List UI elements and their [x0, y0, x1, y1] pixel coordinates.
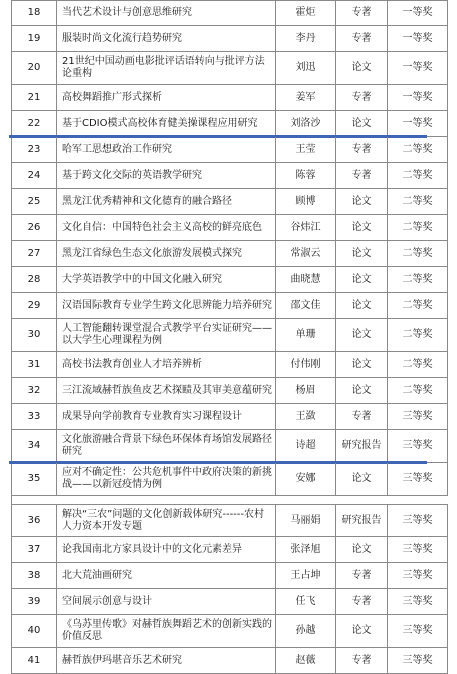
table-row — [12, 615, 448, 648]
row-type: 论文 — [351, 273, 372, 285]
row-number-cell — [12, 319, 57, 351]
row-author: 杨眉 — [295, 384, 316, 396]
row-title: 高校书法教育创业人才培养辨析 — [62, 358, 202, 370]
row-prize-cell — [388, 85, 448, 110]
row-prize: 二等奖 — [402, 221, 433, 233]
row-title: 赫哲族伊玛堪音乐艺术研究 — [62, 654, 182, 666]
row-number-cell — [12, 111, 57, 136]
row-author: 邵文佳 — [290, 299, 321, 311]
row-prize: 三等奖 — [402, 440, 433, 451]
row-number: 19 — [27, 32, 41, 44]
row-type-cell — [336, 505, 388, 536]
row-prize: 三等奖 — [402, 595, 433, 607]
row-author: 马丽娟 — [290, 514, 321, 526]
row-prize-cell — [388, 52, 448, 84]
row-type: 论文 — [351, 384, 372, 396]
row-title-cell — [57, 404, 276, 429]
row-number: 36 — [27, 514, 41, 526]
row-type-cell — [336, 563, 388, 588]
row-author: 孙越 — [295, 625, 316, 636]
table-row — [12, 537, 448, 563]
row-type-cell — [336, 137, 388, 162]
row-author-cell — [276, 189, 336, 214]
row-title-cell — [57, 1, 276, 25]
row-type-cell — [336, 1, 388, 25]
row-title-cell — [57, 352, 276, 377]
row-number-cell — [12, 615, 57, 647]
row-number-cell — [12, 241, 57, 266]
table-row — [12, 463, 448, 496]
row-type-cell — [336, 378, 388, 403]
row-author: 张泽旭 — [290, 543, 321, 555]
row-prize: 三等奖 — [402, 473, 433, 484]
row-prize-cell — [388, 267, 448, 292]
table-row — [12, 85, 448, 111]
row-author: 王莹 — [295, 143, 316, 155]
row-prize-cell — [388, 505, 448, 536]
row-type: 专著 — [351, 143, 372, 155]
row-author-cell — [276, 26, 336, 51]
row-title: 北大荒油画研究 — [62, 569, 132, 581]
row-author-cell — [276, 589, 336, 614]
row-type-cell — [336, 589, 388, 614]
row-author: 姜军 — [295, 91, 316, 103]
table-row — [12, 0, 448, 26]
row-author: 单珊 — [295, 329, 316, 340]
row-number: 39 — [27, 595, 41, 607]
row-title-cell — [57, 267, 276, 292]
row-title-cell — [57, 215, 276, 240]
row-author-cell — [276, 137, 336, 162]
row-number-cell — [12, 293, 57, 318]
row-author-cell — [276, 430, 336, 462]
row-type-cell — [336, 52, 388, 84]
row-number-cell — [12, 189, 57, 214]
row-type: 专著 — [351, 410, 372, 422]
row-number-cell — [12, 85, 57, 110]
row-type-cell — [336, 430, 388, 462]
awards-table — [11, 0, 448, 674]
row-number: 33 — [27, 410, 41, 422]
row-title-cell — [57, 26, 276, 51]
row-title-cell — [57, 648, 276, 673]
row-number: 24 — [27, 169, 41, 181]
row-title: 论我国南北方家具设计中的文化元素差异 — [62, 543, 242, 555]
row-author-cell — [276, 319, 336, 351]
row-prize-cell — [388, 648, 448, 673]
row-type-cell — [336, 352, 388, 377]
row-title-cell — [57, 378, 276, 403]
row-title-cell — [57, 319, 276, 351]
row-title: 基于CDIO模式高校体育健美操课程应用研究 — [62, 117, 258, 129]
row-author: 刘迅 — [295, 62, 316, 73]
row-author-cell — [276, 537, 336, 562]
row-number-cell — [12, 537, 57, 562]
row-type: 研究报告 — [341, 514, 382, 526]
row-author-cell — [276, 52, 336, 84]
row-prize-cell — [388, 189, 448, 214]
row-prize: 三等奖 — [402, 410, 433, 422]
row-title: 高校舞蹈推广形式探析 — [62, 91, 162, 103]
row-prize-cell — [388, 589, 448, 614]
row-title-cell — [57, 589, 276, 614]
row-title: 三江流域赫哲族鱼皮艺术探赜及其审美意蕴研究 — [62, 384, 272, 396]
table-row — [12, 352, 448, 378]
row-title-cell — [57, 463, 276, 495]
row-number: 18 — [27, 7, 41, 18]
row-number: 21 — [27, 91, 41, 103]
row-number-cell — [12, 648, 57, 673]
row-type: 专著 — [351, 654, 372, 666]
row-author-cell — [276, 648, 336, 673]
row-title: 人工智能翻转课堂混合式教学平台实证研究——以大学生心理课程为例 — [62, 323, 272, 346]
row-number-cell — [12, 267, 57, 292]
row-number: 28 — [27, 273, 41, 285]
row-prize-cell — [388, 404, 448, 429]
row-type: 论文 — [351, 625, 372, 636]
row-title: 黑龙江省绿色生态文化旅游发展模式探究 — [62, 247, 242, 259]
row-prize: 一等奖 — [402, 62, 433, 73]
row-author-cell — [276, 563, 336, 588]
row-type: 论文 — [351, 543, 372, 555]
row-author-cell — [276, 267, 336, 292]
row-number-cell — [12, 352, 57, 377]
row-author-cell — [276, 463, 336, 495]
row-type: 论文 — [351, 62, 372, 73]
row-title-cell — [57, 137, 276, 162]
row-prize-cell — [388, 463, 448, 495]
row-prize: 二等奖 — [402, 329, 433, 340]
row-type: 论文 — [351, 473, 372, 484]
row-prize: 二等奖 — [402, 358, 433, 370]
row-title-cell — [57, 293, 276, 318]
row-title-cell — [57, 163, 276, 188]
row-title: 21世纪中国动画电影批评话语转向与批评方法论重构 — [62, 56, 265, 79]
row-title: 文化旅游融合背景下绿色环保体育场馆发展路径研究 — [62, 434, 272, 457]
table-row — [12, 430, 448, 463]
row-type: 专著 — [351, 91, 372, 103]
row-prize: 一等奖 — [402, 91, 433, 103]
row-type-cell — [336, 648, 388, 673]
row-prize-cell — [388, 241, 448, 266]
row-title: 汉语国际教育专业学生跨文化思辨能力培养研究 — [62, 299, 272, 311]
row-prize-cell — [388, 319, 448, 351]
row-type-cell — [336, 404, 388, 429]
row-title: 空间展示创意与设计 — [62, 595, 152, 607]
row-number: 22 — [27, 117, 41, 129]
row-number: 26 — [27, 221, 41, 233]
row-prize-cell — [388, 378, 448, 403]
row-title: 哈军工思想政治工作研究 — [62, 143, 172, 155]
row-prize: 二等奖 — [402, 247, 433, 259]
row-type-cell — [336, 615, 388, 647]
row-prize: 二等奖 — [402, 299, 433, 311]
row-type: 专著 — [351, 32, 372, 44]
row-author: 任飞 — [295, 595, 316, 607]
row-type: 论文 — [351, 247, 372, 259]
row-number: 32 — [27, 384, 41, 396]
row-prize-cell — [388, 293, 448, 318]
row-type-cell — [336, 215, 388, 240]
row-type: 论文 — [351, 329, 372, 340]
row-type-cell — [336, 267, 388, 292]
table-row — [12, 267, 448, 293]
row-prize-cell — [388, 430, 448, 462]
row-title-cell — [57, 563, 276, 588]
row-title: 成果导向学前教育专业教育实习课程设计 — [62, 410, 242, 422]
row-number: 41 — [27, 654, 41, 666]
table-row — [12, 378, 448, 404]
row-number-cell — [12, 378, 57, 403]
row-number-cell — [12, 505, 57, 536]
table-row — [12, 563, 448, 589]
row-prize: 一等奖 — [402, 117, 433, 129]
row-type-cell — [336, 241, 388, 266]
row-author: 李丹 — [295, 32, 316, 44]
row-author-cell — [276, 352, 336, 377]
row-author-cell — [276, 111, 336, 136]
row-type: 论文 — [351, 299, 372, 311]
row-type-cell — [336, 26, 388, 51]
row-type-cell — [336, 85, 388, 110]
row-type: 论文 — [351, 221, 372, 233]
row-type-cell — [336, 319, 388, 351]
row-author-cell — [276, 163, 336, 188]
row-title-cell — [57, 615, 276, 647]
row-number-cell — [12, 404, 57, 429]
row-prize-cell — [388, 615, 448, 647]
row-author-cell — [276, 378, 336, 403]
row-number: 20 — [27, 62, 41, 73]
row-prize-cell — [388, 137, 448, 162]
row-title: 大学英语教学中的中国文化融入研究 — [62, 273, 222, 285]
row-author: 霍炬 — [295, 7, 316, 18]
row-prize: 三等奖 — [402, 625, 433, 636]
row-type: 专著 — [351, 595, 372, 607]
row-author: 王占坤 — [290, 569, 321, 581]
row-number-cell — [12, 563, 57, 588]
row-title: 服装时尚文化流行趋势研究 — [62, 32, 182, 44]
row-prize-cell — [388, 111, 448, 136]
row-prize-cell — [388, 215, 448, 240]
table-row — [12, 215, 448, 241]
table-row — [12, 504, 448, 537]
row-title-cell — [57, 241, 276, 266]
row-type: 专著 — [351, 569, 372, 581]
table-row — [12, 319, 448, 352]
row-number: 25 — [27, 195, 41, 207]
table-row — [12, 293, 448, 319]
row-prize: 二等奖 — [402, 195, 433, 207]
row-author-cell — [276, 404, 336, 429]
row-type-cell — [336, 163, 388, 188]
row-prize: 一等奖 — [402, 32, 433, 44]
row-type-cell — [336, 537, 388, 562]
row-number-cell — [12, 52, 57, 84]
row-type: 专著 — [351, 169, 372, 181]
row-prize: 三等奖 — [402, 569, 433, 581]
row-author-cell — [276, 1, 336, 25]
row-number: 31 — [27, 358, 41, 370]
row-number: 34 — [27, 440, 41, 451]
row-author: 赵薇 — [295, 654, 316, 666]
table-row — [12, 189, 448, 215]
row-prize: 三等奖 — [402, 654, 433, 666]
row-author-cell — [276, 615, 336, 647]
row-prize: 二等奖 — [402, 169, 433, 181]
table-row — [12, 52, 448, 85]
row-prize-cell — [388, 26, 448, 51]
row-prize-cell — [388, 163, 448, 188]
row-type: 论文 — [351, 117, 372, 129]
table-row — [12, 163, 448, 189]
row-number-cell — [12, 215, 57, 240]
row-type: 论文 — [351, 358, 372, 370]
row-number-cell — [12, 430, 57, 462]
row-title-cell — [57, 430, 276, 462]
row-number-cell — [12, 137, 57, 162]
row-title-cell — [57, 85, 276, 110]
row-author: 顾博 — [295, 195, 316, 207]
row-author: 常淑云 — [290, 247, 321, 259]
row-author: 付伟刚 — [290, 358, 321, 370]
row-title: 解决“三农”问题的文化创新载体研究------农村人力资本开发专题 — [62, 508, 265, 532]
table-row — [12, 648, 448, 674]
row-number: 29 — [27, 299, 41, 311]
row-title-cell — [57, 537, 276, 562]
row-author-cell — [276, 293, 336, 318]
row-prize-cell — [388, 563, 448, 588]
row-number: 40 — [27, 625, 41, 636]
row-number: 27 — [27, 247, 41, 259]
row-prize: 二等奖 — [402, 384, 433, 396]
row-number-cell — [12, 1, 57, 25]
table-row — [12, 111, 448, 137]
row-author: 诗超 — [295, 440, 316, 451]
row-type: 研究报告 — [341, 440, 382, 451]
table-row — [12, 404, 448, 430]
row-type: 论文 — [351, 195, 372, 207]
row-author: 谷炜江 — [290, 221, 321, 233]
row-prize: 三等奖 — [402, 543, 433, 555]
row-author: 曲晓慧 — [290, 273, 321, 285]
row-number-cell — [12, 463, 57, 495]
row-type-cell — [336, 189, 388, 214]
row-number: 23 — [27, 143, 41, 155]
row-title: 黑龙江优秀精神和文化德育的融合路径 — [62, 195, 232, 207]
row-title: 基于跨文化交际的英语教学研究 — [62, 169, 202, 181]
row-title: 应对不确定性：公共危机事件中政府决策的新挑战——以新冠疫情为例 — [62, 467, 272, 490]
row-number: 38 — [27, 569, 41, 581]
row-title-cell — [57, 189, 276, 214]
row-author-cell — [276, 85, 336, 110]
row-type-cell — [336, 111, 388, 136]
row-number: 37 — [27, 543, 41, 555]
row-prize-cell — [388, 1, 448, 25]
row-type-cell — [336, 293, 388, 318]
row-title: 《乌苏里传歌》对赫哲族舞蹈艺术的创新实践的价值反思 — [62, 619, 272, 642]
table-row — [12, 241, 448, 267]
row-author-cell — [276, 241, 336, 266]
row-number-cell — [12, 26, 57, 51]
row-prize: 三等奖 — [402, 514, 433, 526]
row-title-cell — [57, 111, 276, 136]
row-title: 文化自信：中国特色社会主义高校的鲜亮底色 — [62, 221, 262, 233]
row-author: 安娜 — [295, 473, 316, 484]
row-author: 陈蓉 — [295, 169, 316, 181]
row-type: 专著 — [351, 7, 372, 18]
row-prize: 二等奖 — [402, 143, 433, 155]
row-prize: 二等奖 — [402, 273, 433, 285]
row-title-cell — [57, 505, 276, 536]
row-author: 刘洛沙 — [290, 117, 321, 129]
table-row — [12, 26, 448, 52]
row-author: 王潋 — [295, 410, 316, 422]
row-number-cell — [12, 163, 57, 188]
row-prize-cell — [388, 352, 448, 377]
row-author-cell — [276, 215, 336, 240]
table-row — [12, 589, 448, 615]
row-title: 当代艺术设计与创意思维研究 — [62, 7, 192, 18]
row-number: 35 — [27, 473, 41, 484]
table-row — [12, 137, 448, 163]
row-title-cell — [57, 52, 276, 84]
row-prize-cell — [388, 537, 448, 562]
row-prize: 一等奖 — [402, 7, 433, 18]
row-type-cell — [336, 463, 388, 495]
row-number-cell — [12, 589, 57, 614]
row-number: 30 — [27, 329, 41, 340]
row-author-cell — [276, 505, 336, 536]
